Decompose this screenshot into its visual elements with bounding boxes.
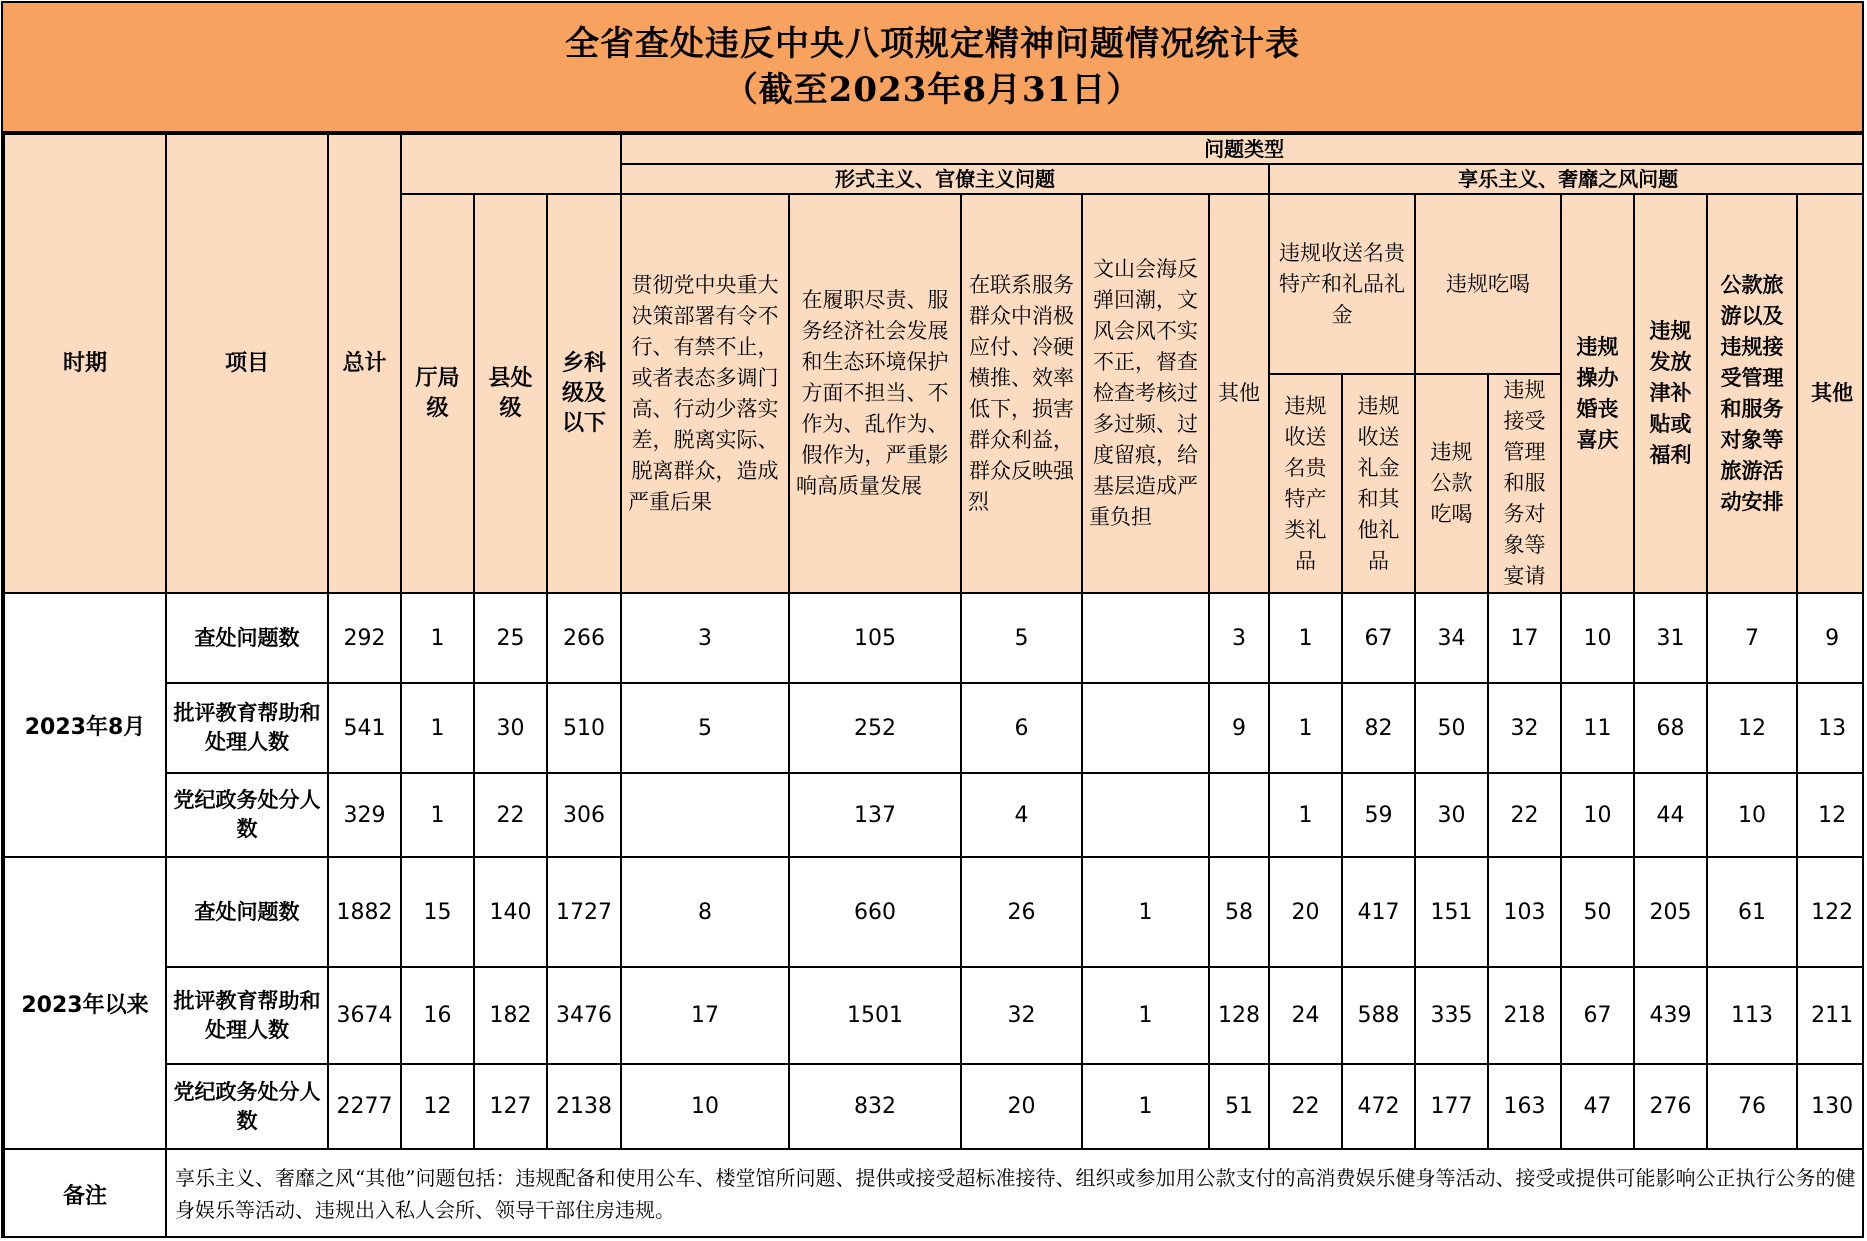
- cell-subsidy: 276: [1634, 1064, 1707, 1149]
- cell-level-xiang: 2138: [547, 1064, 621, 1149]
- cell-subsidy: 205: [1634, 857, 1707, 967]
- header-gift-money: 违规收送礼金和其他礼品: [1342, 374, 1415, 593]
- cell-total: 2277: [328, 1064, 401, 1149]
- cell-formalism-service: 5: [961, 593, 1082, 683]
- statistics-table: [3, 133, 1864, 1238]
- table-row: [4, 683, 1864, 773]
- cell-gift-money: 417: [1342, 857, 1415, 967]
- cell-hedonism-other: 122: [1797, 857, 1864, 967]
- cell-wedding: 50: [1561, 857, 1634, 967]
- header-issue-type: 问题类型: [621, 134, 1864, 164]
- cell-total: 541: [328, 683, 401, 773]
- header-level-xian: 县处级: [474, 194, 547, 593]
- cell-eat-public: 177: [1415, 1064, 1488, 1149]
- cell-hedonism-other: 12: [1797, 773, 1864, 857]
- note-row: [4, 1149, 1864, 1238]
- cell-formalism-decision: 10: [621, 1064, 789, 1149]
- row-item-label: 党纪政务处分人数: [166, 773, 328, 857]
- header-level-xiang: 乡科级及以下: [547, 194, 621, 593]
- cell-formalism-other: 51: [1209, 1064, 1269, 1149]
- header-gift-group: 违规收送名贵特产和礼品礼金: [1269, 194, 1415, 374]
- cell-level-xian: 182: [474, 967, 547, 1064]
- cell-gift-specialty: 1: [1269, 593, 1342, 683]
- cell-formalism-other: 3: [1209, 593, 1269, 683]
- cell-eat-public: 30: [1415, 773, 1488, 857]
- cell-formalism-decision: 5: [621, 683, 789, 773]
- cell-wedding: 10: [1561, 773, 1634, 857]
- header-level-blank: [401, 134, 621, 194]
- cell-level-ting: 12: [401, 1064, 474, 1149]
- header-eat-banquet: 违规接受管理和服务对象等宴请: [1488, 374, 1561, 593]
- cell-gift-money: 82: [1342, 683, 1415, 773]
- cell-level-xian: 30: [474, 683, 547, 773]
- cell-wedding: 67: [1561, 967, 1634, 1064]
- header-hedonism-group: 享乐主义、奢靡之风问题: [1269, 164, 1864, 194]
- sheet-subtitle-date: （截至2023年8月31日）: [723, 70, 1142, 110]
- cell-formalism-other: [1209, 773, 1269, 857]
- cell-gift-specialty: 1: [1269, 683, 1342, 773]
- cell-level-ting: 1: [401, 683, 474, 773]
- cell-eat-banquet: 22: [1488, 773, 1561, 857]
- cell-wedding: 47: [1561, 1064, 1634, 1149]
- cell-level-xiang: 1727: [547, 857, 621, 967]
- cell-gift-money: 472: [1342, 1064, 1415, 1149]
- cell-formalism-duty: 105: [789, 593, 961, 683]
- cell-subsidy: 439: [1634, 967, 1707, 1064]
- header-formalism-group: 形式主义、官僚主义问题: [621, 164, 1269, 194]
- cell-eat-public: 50: [1415, 683, 1488, 773]
- cell-level-xian: 25: [474, 593, 547, 683]
- cell-wedding: 11: [1561, 683, 1634, 773]
- cell-level-xiang: 510: [547, 683, 621, 773]
- cell-gift-money: 588: [1342, 967, 1415, 1064]
- cell-eat-banquet: 32: [1488, 683, 1561, 773]
- note-text: 享乐主义、奢靡之风“其他”问题包括：违规配备和使用公车、楼堂馆所问题、提供或接受超标准接待、组织或参加用公款支付的高消费娱乐健身等活动、接受或提供可能影响公正执行公务的健身娱乐等活动、违规出入私人会所、领导干部住房违规。: [166, 1149, 1864, 1238]
- header-eat-public: 违规公款吃喝: [1415, 374, 1488, 593]
- cell-total: 1882: [328, 857, 401, 967]
- cell-eat-public: 151: [1415, 857, 1488, 967]
- cell-subsidy: 31: [1634, 593, 1707, 683]
- cell-formalism-decision: [621, 773, 789, 857]
- cell-formalism-duty: 1501: [789, 967, 961, 1064]
- header-subsidy: 违规发放津补贴或福利: [1634, 194, 1707, 593]
- cell-gift-specialty: 22: [1269, 1064, 1342, 1149]
- cell-gift-money: 67: [1342, 593, 1415, 683]
- title-banner: [3, 3, 1862, 133]
- cell-subsidy: 68: [1634, 683, 1707, 773]
- cell-level-xian: 140: [474, 857, 547, 967]
- cell-level-xiang: 306: [547, 773, 621, 857]
- header-formalism-other: 其他: [1209, 194, 1269, 593]
- cell-hedonism-other: 130: [1797, 1064, 1864, 1149]
- cell-travel: 10: [1707, 773, 1797, 857]
- cell-formalism-duty: 137: [789, 773, 961, 857]
- header-hedonism-other: 其他: [1797, 194, 1864, 593]
- cell-subsidy: 44: [1634, 773, 1707, 857]
- header-formalism-duty: 在履职尽责、服务经济社会发展和生态环境保护方面不担当、不作为、乱作为、假作为，严重影响高质量发展: [789, 194, 961, 593]
- cell-formalism-decision: 8: [621, 857, 789, 967]
- cell-formalism-meetings: 1: [1082, 857, 1209, 967]
- header-travel: 公款旅游以及违规接受管理和服务对象等旅游活动安排: [1707, 194, 1797, 593]
- cell-hedonism-other: 211: [1797, 967, 1864, 1064]
- cell-formalism-duty: 832: [789, 1064, 961, 1149]
- cell-gift-specialty: 1: [1269, 773, 1342, 857]
- header-wedding: 违规操办婚丧喜庆: [1561, 194, 1634, 593]
- table-row: [4, 1064, 1864, 1149]
- cell-formalism-meetings: 1: [1082, 1064, 1209, 1149]
- cell-level-ting: 1: [401, 593, 474, 683]
- cell-formalism-other: 58: [1209, 857, 1269, 967]
- cell-formalism-service: 26: [961, 857, 1082, 967]
- header-formalism-service: 在联系服务群众中消极应付、冷硬横推、效率低下，损害群众利益，群众反映强烈: [961, 194, 1082, 593]
- cell-travel: 113: [1707, 967, 1797, 1064]
- period-label: 2023年以来: [4, 857, 166, 1149]
- statistics-sheet: [1, 1, 1864, 1238]
- cell-travel: 12: [1707, 683, 1797, 773]
- cell-eat-public: 34: [1415, 593, 1488, 683]
- cell-formalism-meetings: 1: [1082, 967, 1209, 1064]
- cell-level-ting: 1: [401, 773, 474, 857]
- cell-formalism-duty: 660: [789, 857, 961, 967]
- cell-formalism-service: 32: [961, 967, 1082, 1064]
- cell-eat-banquet: 218: [1488, 967, 1561, 1064]
- cell-level-ting: 15: [401, 857, 474, 967]
- cell-total: 292: [328, 593, 401, 683]
- sheet-title: 全省查处违反中央八项规定精神问题情况统计表: [565, 24, 1300, 64]
- header-formalism-decision: 贯彻党中央重大决策部署有令不行、有禁不止，或者表态多调门高、行动少落实差，脱离实际、脱离群众，造成严重后果: [621, 194, 789, 593]
- header-eat-group: 违规吃喝: [1415, 194, 1561, 374]
- cell-eat-banquet: 17: [1488, 593, 1561, 683]
- header-period: 时期: [4, 134, 166, 593]
- cell-travel: 76: [1707, 1064, 1797, 1149]
- cell-formalism-duty: 252: [789, 683, 961, 773]
- table-row: [4, 773, 1864, 857]
- cell-formalism-meetings: [1082, 683, 1209, 773]
- cell-formalism-service: 4: [961, 773, 1082, 857]
- cell-formalism-service: 20: [961, 1064, 1082, 1149]
- cell-level-xian: 127: [474, 1064, 547, 1149]
- cell-gift-specialty: 20: [1269, 857, 1342, 967]
- header-total: 总计: [328, 134, 401, 593]
- cell-eat-banquet: 163: [1488, 1064, 1561, 1149]
- cell-formalism-other: 128: [1209, 967, 1269, 1064]
- row-item-label: 批评教育帮助和处理人数: [166, 967, 328, 1064]
- cell-formalism-other: 9: [1209, 683, 1269, 773]
- cell-wedding: 10: [1561, 593, 1634, 683]
- cell-formalism-meetings: [1082, 773, 1209, 857]
- cell-level-ting: 16: [401, 967, 474, 1064]
- row-item-label: 查处问题数: [166, 857, 328, 967]
- cell-gift-money: 59: [1342, 773, 1415, 857]
- row-item-label: 党纪政务处分人数: [166, 1064, 328, 1149]
- cell-travel: 7: [1707, 593, 1797, 683]
- cell-formalism-decision: 3: [621, 593, 789, 683]
- header-level-ting: 厅局级: [401, 194, 474, 593]
- cell-total: 329: [328, 773, 401, 857]
- header-formalism-meetings: 文山会海反弹回潮，文风会风不实不正，督查检查考核过多过频、过度留痕，给基层造成严重负担: [1082, 194, 1209, 593]
- note-label: 备注: [4, 1149, 166, 1238]
- cell-hedonism-other: 9: [1797, 593, 1864, 683]
- cell-level-xiang: 3476: [547, 967, 621, 1064]
- header-gift-specialty: 违规收送名贵特产类礼品: [1269, 374, 1342, 593]
- header-item: 项目: [166, 134, 328, 593]
- cell-travel: 61: [1707, 857, 1797, 967]
- row-item-label: 批评教育帮助和处理人数: [166, 683, 328, 773]
- cell-gift-specialty: 24: [1269, 967, 1342, 1064]
- cell-eat-banquet: 103: [1488, 857, 1561, 967]
- table-row: [4, 967, 1864, 1064]
- cell-eat-public: 335: [1415, 967, 1488, 1064]
- table-row: [4, 857, 1864, 967]
- period-label: 2023年8月: [4, 593, 166, 857]
- cell-formalism-service: 6: [961, 683, 1082, 773]
- cell-formalism-decision: 17: [621, 967, 789, 1064]
- cell-total: 3674: [328, 967, 401, 1064]
- table-row: [4, 593, 1864, 683]
- cell-level-xian: 22: [474, 773, 547, 857]
- cell-formalism-meetings: [1082, 593, 1209, 683]
- row-item-label: 查处问题数: [166, 593, 328, 683]
- cell-level-xiang: 266: [547, 593, 621, 683]
- cell-hedonism-other: 13: [1797, 683, 1864, 773]
